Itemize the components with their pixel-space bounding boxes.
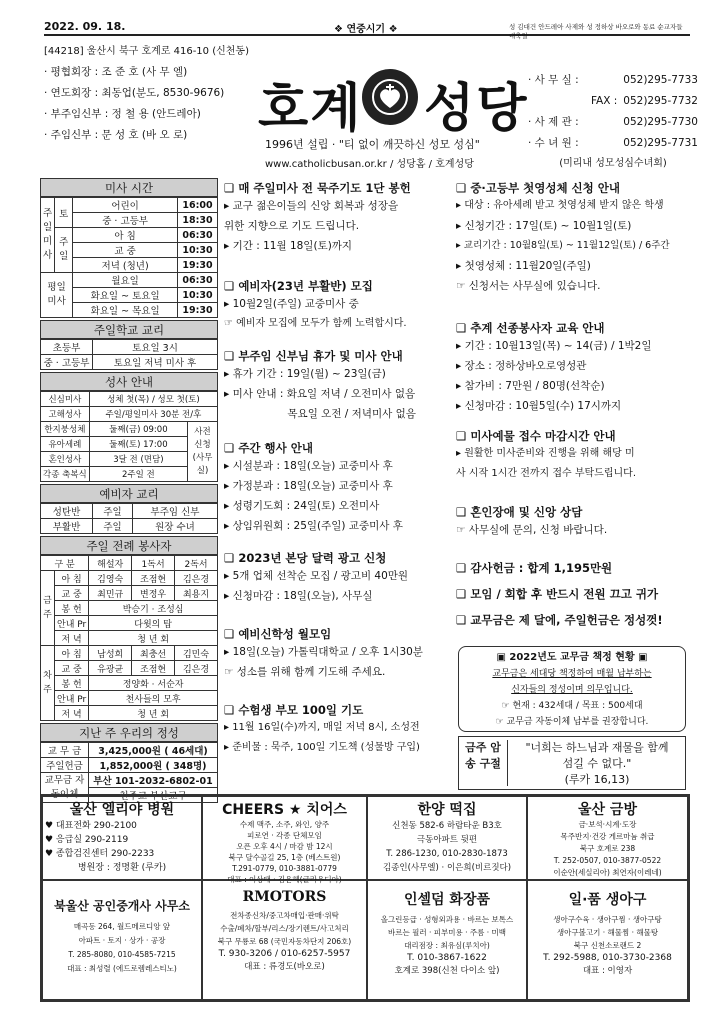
server-name: 남성희	[89, 646, 132, 661]
ad-line: 신천동 582-6 하람타운 B3호	[392, 821, 502, 831]
mass-row-time: 06:30	[178, 228, 218, 243]
finance-label: 교 무 금	[41, 743, 89, 758]
bulletin-date: 2022. 09. 18.	[44, 20, 126, 33]
ad-title: RMOTORS	[242, 889, 327, 905]
news-item: ☞ 신청서는 사무실에 있습니다.	[456, 280, 601, 292]
servers-title: 주일 전례 봉사자	[40, 536, 218, 555]
news-item: ▸ 대상 : 유아세례 받고 첫영성체 받지 않은 학생	[456, 200, 664, 211]
finance-label: 주일헌금	[41, 758, 89, 773]
dues-title: ▣ 2022년도 교무금 책정 현황 ▣	[496, 652, 648, 663]
news-item: 목요일 오전 / 저녁미사 없음	[224, 408, 416, 420]
ad-line: 금·보석·시계·도장	[578, 820, 637, 829]
ad-line: 북구 달수골길 25, 1층 (베스트원)	[228, 853, 341, 862]
ad-line: ♥ 종합검진센터 290-2233	[45, 849, 155, 859]
news-right	[456, 180, 688, 638]
verse-reference: (루카 16,13)	[564, 773, 630, 786]
school-row-time: 토요일 저녁 미사 후	[93, 355, 218, 370]
news-item: ▸ 참가비 : 7만원 / 80명(선착순)	[456, 380, 605, 392]
news-item: ▸ 5개 업체 선착순 모집 / 광고비 40만원	[224, 570, 409, 582]
news-heading: ❑ 예비자(23년 부활반) 모집	[224, 279, 373, 293]
class-day: 주일	[93, 519, 133, 534]
ad-line: T. 285-8080, 010-4585-7215	[68, 950, 176, 959]
server-name: 최민규	[89, 586, 132, 601]
sacrament-label: 혼인성사	[41, 452, 90, 467]
news-block	[456, 180, 688, 320]
ad-title: 한양 떡집	[417, 802, 477, 818]
news-heading: ❑ 중·고등부 첫영성체 신청 안내	[456, 181, 620, 195]
news-block	[456, 428, 688, 504]
news-heading: ❑ 모임 / 회합 후 반드시 전원 끄고 귀가	[456, 587, 659, 601]
header-bar	[44, 20, 690, 40]
news-heading: ❑ 미사예물 접수 마감시간 안내	[456, 429, 616, 443]
servers-row-label: 안내 Pr	[55, 616, 89, 631]
establishment-line: 1996년 설립 · "티 없이 깨끗하신 성모 성심"	[265, 138, 480, 151]
servers-row-label: 안내 Pr	[55, 691, 89, 706]
server-name: 유광균	[89, 661, 132, 676]
mass-row-label: 교 중	[73, 243, 178, 258]
ad-line: 올그린등급 · 성형외과용 · 바르는 보톡스	[380, 915, 514, 924]
this-week-label: 금주	[41, 571, 55, 646]
bank-account: 부산 101-2032-6802-01	[89, 773, 218, 788]
dues-line: 교무금은 세대당 책정하여 매월 납부하는	[492, 669, 652, 679]
news-block	[224, 626, 454, 702]
sacrament-value: 2주일 전	[89, 467, 187, 482]
contact-row: · 수 녀 원 : 052)295-7731	[528, 137, 698, 149]
news-block	[456, 320, 688, 428]
info-line: · 부주임신부 : 정 철 용 (안드레아)	[44, 108, 201, 120]
news-item: ▸ 휴가 기간 : 19일(월) ~ 23일(금)	[224, 368, 386, 380]
ad-title: 북울산 공인중개사 사무소	[54, 899, 190, 913]
server-group: 청 년 회	[89, 631, 218, 646]
news-block	[224, 348, 454, 440]
feast-note: 성 김대건 안드레아 사제와 성 정하상 바오로와 동료 순교자들 대축일	[509, 23, 683, 40]
dues-status-box	[458, 646, 686, 732]
finance-value: 3,425,000원 ( 46세대)	[89, 743, 218, 758]
ad-line: 북구 무룡로 68 (국민자동차단지 206호)	[217, 937, 352, 946]
news-item: ☞ 성소를 위해 함께 기도해 주세요.	[224, 666, 386, 678]
ad-motors	[202, 880, 367, 1000]
ad-line: 이순안(세실리아) 최연자(이레네)	[553, 868, 662, 877]
sacrament-title: 성사 안내	[40, 372, 218, 391]
news-heading: ❑ 추계 선종봉사자 교육 안내	[456, 321, 605, 335]
contact-row: FAX : 052)295-7732	[590, 95, 698, 107]
ad-line: 극동아파트 뒷편	[416, 835, 478, 845]
school-row-label: 중 · 고등부	[41, 355, 93, 370]
server-group: 박승기 · 조성심	[89, 601, 218, 616]
sacrament-label: 고해성사	[41, 407, 90, 422]
ad-title: 울산 엘리야 병원	[69, 802, 175, 818]
ad-line: 김종인(사무엘) · 이은희(비르짓다)	[382, 863, 512, 873]
ad-rice-cake	[367, 796, 527, 880]
servers-row-label: 저 녁	[55, 706, 89, 721]
verse-box	[458, 736, 686, 790]
mass-row-time: 10:30	[178, 288, 218, 303]
sacrament-label: 한지붕성체	[41, 422, 90, 437]
news-item: ▸ 교리기간 : 10월8일(토) ~ 11월12일(토) / 6주간	[456, 240, 670, 251]
servers-row-label: 아 침	[55, 646, 89, 661]
news-item: ▸ 준비물 : 묵주, 100일 기도책 (성물방 구입)	[224, 742, 420, 753]
news-item: ▸ 가정분과 : 18일(오늘) 교중미사 후	[224, 480, 393, 492]
news-heading: ❑ 부주임 신부님 휴가 및 미사 안내	[224, 349, 403, 363]
ad-line: T. 286-1230, 010-2830-1873	[386, 849, 508, 859]
ad-line: ♥ 대표전화 290-2100	[45, 821, 137, 831]
ad-line: 대표 : 최성렬 (에드로렘레스티노)	[67, 964, 177, 973]
mass-row-time: 10:30	[178, 243, 218, 258]
ad-title: CHEERS ★ 치어스	[222, 802, 347, 818]
sacrament-table	[40, 391, 218, 482]
title-right: 성당	[424, 78, 529, 139]
servers-head: 1독서	[132, 556, 175, 571]
ad-line: 전차종신차/중고차매입·판매·위탁	[230, 911, 339, 920]
mass-section-title: 미사 시간	[40, 178, 218, 197]
news-item: ▸ 18일(오늘) 가톨릭대학교 / 오후 1시30분	[224, 646, 423, 658]
verse-text: 섬길 수 없다."	[562, 757, 632, 770]
ad-cosmetics	[367, 880, 527, 1000]
server-name: 김민숙	[175, 646, 218, 661]
mass-row-label: 어린이	[73, 198, 178, 213]
ad-title: 인셀덤 화장품	[403, 892, 491, 908]
news-item: ▸ 11월 16일(수)까지, 매일 저녁 8시, 소성전	[224, 722, 420, 733]
auto-transfer-label: 교무금 자동이체	[41, 773, 89, 803]
news-item: ▸ 기간 : 10월13일(목) ~ 14(금) / 1박2일	[456, 340, 652, 352]
server-name: 김은경	[175, 571, 218, 586]
news-item: ▸ 장소 : 정하상바오로영성관	[456, 360, 587, 372]
ad-line: 대표 : 이영자	[582, 966, 633, 976]
sunday-school-title: 주일학교 교리	[40, 320, 218, 339]
server-name: 김은경	[175, 661, 218, 676]
ad-monkfish	[527, 880, 688, 1000]
parish-info-right	[528, 70, 698, 169]
ad-line: 병원장 : 정명환 (루카)	[77, 863, 167, 873]
ad-line: 대리점장 : 최유심(루치아)	[404, 941, 490, 950]
servers-row-label: 교 중	[55, 661, 89, 676]
servers-head: 해설자	[89, 556, 132, 571]
news-heading: ❑ 2023년 본당 달력 광고 신청	[224, 551, 387, 565]
ad-line: 목주반지·건강 게르마늄 취급	[560, 832, 655, 841]
mass-row-label: 아 침	[73, 228, 178, 243]
ad-title: 일·품 생아구	[568, 892, 647, 908]
ad-line: T. 930-3206 / 010-6257-5957	[218, 949, 351, 959]
news-heading: ❑ 혼인장애 및 신앙 상담	[456, 505, 583, 519]
news-item: ▸ 10월2일(주일) 교중미사 중	[224, 298, 359, 310]
mass-row-time: 06:30	[178, 273, 218, 288]
parish-info-left	[44, 42, 254, 146]
catechumen-table	[40, 503, 218, 534]
mass-row-label: 저녁 (청년)	[73, 258, 178, 273]
servers-row-label: 봉 헌	[55, 676, 89, 691]
ad-line: 수출/폐차/할부/리스/장기렌트/사고처리	[220, 924, 349, 933]
ads-section	[40, 794, 690, 1002]
news-block	[224, 440, 454, 550]
dues-line: ☞ 교무금 자동이체 납부를 권장합니다.	[495, 717, 649, 727]
server-name: 최충선	[132, 646, 175, 661]
news-item: ▸ 시설분과 : 18일(오늘) 교중미사 후	[224, 460, 393, 472]
pre-application-note: 사전 신청 (사무실)	[188, 422, 218, 482]
server-name: 변정우	[132, 586, 175, 601]
mass-row-label: 화요일 ~ 목요일	[73, 303, 178, 318]
account-holder: 천주교 부산교구	[89, 788, 218, 803]
finance-title: 지난 주 우리의 정성	[40, 723, 218, 742]
news-block	[224, 180, 454, 278]
news-heading: ❑ 예비신학성 월모임	[224, 627, 332, 641]
ad-realty	[42, 880, 202, 1000]
info-line: · 주임신부 : 문 성 호 (바 오 로)	[44, 129, 188, 141]
ad-line: T. 010-3867-1622	[407, 953, 487, 963]
ad-line: 수제 맥주, 소주, 와인, 양주	[239, 820, 330, 829]
ad-line: T. 292-5988, 010-3730-2368	[543, 953, 672, 963]
mass-row-label: 중 · 고등부	[73, 213, 178, 228]
mass-row-time: 16:00	[178, 198, 218, 213]
server-group: 청 년 회	[89, 706, 218, 721]
server-name: 조점현	[132, 661, 175, 676]
news-block	[456, 504, 688, 560]
news-block	[224, 550, 454, 626]
verse-text: "너희는 하느님과 재물을 함께	[525, 741, 669, 754]
dues-line: ☞ 현재 : 432세대 / 목표 : 500세대	[501, 701, 643, 711]
info-line: · 연도회장 : 최동업(분도, 8530-9676)	[44, 87, 225, 99]
servers-head: 구 분	[41, 556, 89, 571]
servers-table	[40, 555, 218, 721]
ad-hospital	[42, 796, 202, 880]
server-name: 최용지	[175, 586, 218, 601]
mass-time-table	[40, 197, 218, 318]
catechumen-title: 예비자 교리	[40, 484, 218, 503]
title-left: 호계	[258, 78, 363, 139]
sacrament-label: 유아세례	[41, 437, 90, 452]
sacrament-value: 둘째(금) 09:00	[89, 422, 187, 437]
sacrament-label: 각종 축복식	[41, 467, 90, 482]
servers-row-label: 저 녁	[55, 631, 89, 646]
class-name: 부활반	[41, 519, 93, 534]
news-block	[224, 702, 454, 758]
ad-line: 생아구볼고기 · 해물찜 · 해물탕	[556, 928, 659, 937]
servers-head: 2독서	[175, 556, 218, 571]
ad-cheers	[202, 796, 367, 884]
sunday-mass-label: 주일미사	[41, 198, 55, 273]
left-sidebar	[40, 178, 218, 803]
news-item: ▸ 상임위원회 : 25일(주일) 교중미사 후	[224, 520, 403, 532]
school-row-label: 초등부	[41, 340, 93, 355]
servers-row-label: 교 중	[55, 586, 89, 601]
news-item: 위한 지향으로 기도 드립니다.	[224, 220, 360, 232]
news-item: ▸ 기간 : 11월 18일(토)까지	[224, 240, 353, 252]
ad-line: T. 252-0507, 010-3877-0522	[553, 856, 662, 865]
finance-value: 1,852,000원 ( 348명)	[89, 758, 218, 773]
ad-line: 대표 : 이상태 · 김은혜(글라우디아)	[227, 875, 342, 884]
news-item: ▸ 첫영성체 : 11월20일(주일)	[456, 260, 591, 272]
mass-row-label: 월요일	[73, 273, 178, 288]
mass-row-time: 19:30	[178, 303, 218, 318]
sacrament-value: 주일/평일미사 30분 전/후	[89, 407, 217, 422]
heart-cross-icon	[372, 79, 408, 115]
sacrament-value: 3달 전 (면담)	[89, 452, 187, 467]
school-row-time: 토요일 3시	[93, 340, 218, 355]
news-heading: ❑ 수험생 부모 100일 기도	[224, 703, 364, 717]
class-teacher: 원장 수녀	[133, 519, 218, 534]
news-heading: ❑ 주간 행사 안내	[224, 441, 313, 455]
server-group: 다윗의 탑	[89, 616, 218, 631]
contact-row: · 사 제 관 : 052)295-7730	[528, 116, 698, 128]
mass-row-time: 18:30	[178, 213, 218, 228]
mass-row-time: 19:30	[178, 258, 218, 273]
ad-line: 피로연 · 각종 단체모임	[247, 831, 322, 840]
news-heading: ❑ 감사헌금 : 합계 1,195만원	[456, 561, 613, 575]
news-item: ▸ 교구 젊은이들의 신앙 회복과 성장을	[224, 200, 399, 212]
ad-line: 오픈 오후 4시 / 마감 밤 12시	[236, 842, 333, 851]
news-item: ▸ 신청마감 : 10월5일(수) 17시까지	[456, 400, 622, 412]
server-name: 조점현	[132, 571, 175, 586]
ad-line: 매곡동 264, 월드메르디앙 앞	[73, 922, 171, 931]
server-group: 천사들의 모후	[89, 691, 218, 706]
contact-row: · 사 무 실 : 052)295-7733	[528, 74, 698, 86]
server-group: 정양화 · 서순자	[89, 676, 218, 691]
news-block	[224, 278, 454, 348]
ad-line: 바르는 필러 · 피부미용 · 주름 · 미백	[387, 928, 507, 937]
mass-row-label: 화요일 ~ 토요일	[73, 288, 178, 303]
divider	[507, 740, 508, 786]
sunday-label: 주일	[55, 228, 73, 273]
verse-label: 금주 암송 구절	[465, 741, 501, 770]
saturday-label: 토	[55, 198, 73, 228]
weekday-mass-label: 평일미사	[41, 273, 73, 318]
news-item: 사 시작 1시간 전까지 접수 부탁드립니다.	[456, 468, 636, 479]
news-item: ▸ 신청마감 : 18일(오늘), 사무실	[224, 590, 373, 602]
sacrament-label: 신심미사	[41, 392, 90, 407]
servers-row-label: 아 침	[55, 571, 89, 586]
news-item: ☞ 예비자 모집에 모두가 함께 노력합시다.	[224, 318, 407, 329]
sunday-school-table	[40, 339, 218, 370]
parish-address: [44218] 울산시 북구 호계로 416-10 (신천동)	[44, 46, 249, 57]
news-item: ▸ 신청기간 : 17일(토) ~ 10월1일(토)	[456, 220, 632, 232]
info-line: · 평협회장 : 조 준 호 (사 무 엘)	[44, 66, 188, 78]
news-heading: ❑ 교무금은 제 달에, 주일헌금은 정성껏!	[456, 613, 663, 627]
server-name: 김영숙	[89, 571, 132, 586]
ad-line: 대표 : 류경도(바오로)	[244, 962, 325, 972]
liturgical-season: ❖ 연중시기 ❖	[334, 24, 398, 35]
convent-note: (미리내 성모성심수녀회)	[559, 158, 667, 169]
website-line: www.catholicbusan.or.kr / 성당홈 / 호계성당	[265, 159, 474, 170]
sacrament-value: 둘째(토) 17:00	[89, 437, 187, 452]
class-name: 성탄반	[41, 504, 93, 519]
ad-line: 북구 호계로 238	[579, 844, 636, 853]
ad-line: 북구 신천소로랜드 2	[573, 941, 642, 950]
class-teacher: 부주임 신부	[133, 504, 218, 519]
servers-row-label: 봉 헌	[55, 601, 89, 616]
news-middle	[224, 180, 454, 758]
news-item: ▸ 성령기도회 : 24일(토) 오전미사	[224, 500, 380, 512]
ad-line: 생아구수육 · 생아구찜 · 생아구탕	[553, 915, 662, 924]
news-item: ▸ 미사 안내 : 화요일 저녁 / 오전미사 없음	[224, 388, 416, 400]
ad-line: ♥ 응급실 290-2119	[45, 835, 129, 845]
next-week-label: 차주	[41, 646, 55, 721]
dues-line: 신자들의 정성이며 의무입니다.	[511, 685, 633, 695]
news-item: ☞ 사무실에 문의, 신청 바랍니다.	[456, 524, 608, 536]
news-item: ▸ 원활한 미사준비와 진행을 위해 해당 미	[456, 448, 635, 459]
ad-gold	[527, 796, 688, 880]
ad-title: 울산 금방	[578, 802, 637, 818]
ad-line: T.291-0779, 010-3881-0779	[232, 864, 337, 873]
class-day: 주일	[93, 504, 133, 519]
ad-line: 아파트 · 토지 · 상가 · 공장	[78, 936, 166, 945]
sacrament-value: 성체 첫(목) / 성모 첫(토)	[89, 392, 217, 407]
ad-line: 호계로 398(신천 다이소 앞)	[394, 966, 500, 976]
news-heading: ❑ 매 주일미사 전 묵주기도 1단 봉헌	[224, 181, 411, 195]
